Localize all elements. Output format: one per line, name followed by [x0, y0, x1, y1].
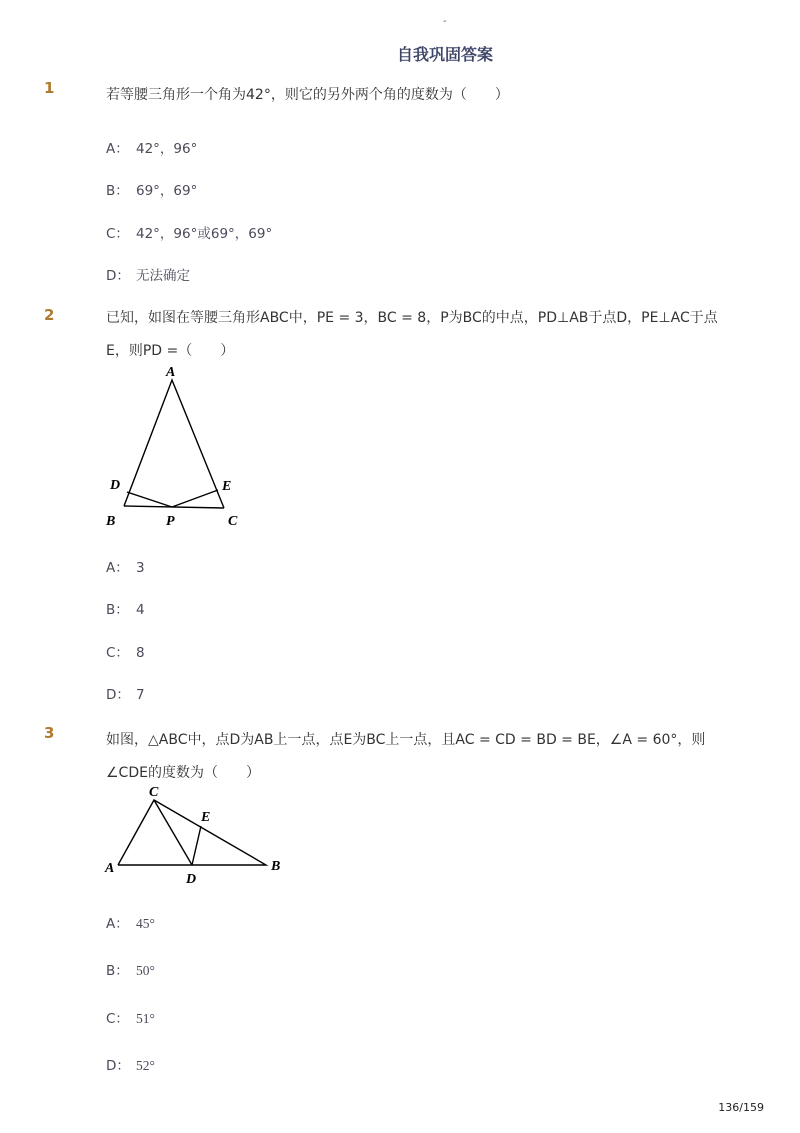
question-2-text-line2: E，则PD =（ ）: [106, 343, 235, 359]
q2-option-c[interactable]: [106, 641, 145, 661]
q2-label-p: P: [166, 514, 175, 529]
q2-label-c: C: [228, 514, 238, 529]
question-3-text-line1: 如图，△ABC中，点D为AB上一点，点E为BC上一点，且AC = CD = BD = BE，∠A = 60°，则: [106, 732, 706, 748]
option-label: B：: [106, 183, 129, 199]
option-value: 42°，96°或69°，69°: [136, 226, 273, 242]
q2-label-a: A: [166, 365, 176, 380]
option-label: C：: [106, 226, 129, 242]
q3-label-b: B: [271, 859, 281, 874]
question-number-2: 2: [44, 306, 55, 324]
question-3-text-line2: ∠CDE的度数为（ ）: [106, 765, 260, 781]
q3-triangle-abc: [118, 800, 266, 865]
option-value: 7: [136, 687, 145, 703]
option-label: C：: [106, 645, 129, 661]
question-number-1: 1: [44, 79, 55, 97]
q2-label-d: D: [110, 478, 121, 493]
page-title: 自我巩固答案: [396, 45, 493, 64]
q3-option-a[interactable]: [106, 912, 155, 932]
option-label: A：: [106, 141, 129, 157]
q3-segment-cd: [154, 800, 192, 865]
option-value: 45°: [136, 916, 155, 931]
q2-label-e: E: [222, 479, 232, 494]
option-value: 51°: [136, 1011, 155, 1026]
option-value: 3: [136, 560, 145, 576]
q3-segment-de: [192, 826, 201, 865]
q3-option-c[interactable]: [106, 1007, 155, 1027]
option-value: 50°: [136, 963, 155, 978]
q2-option-a[interactable]: [106, 556, 145, 576]
question-2-text-line1: 已知，如图在等腰三角形ABC中，PE = 3，BC = 8，P为BC的中点，PD⊥AB于点D，PE⊥AC于点: [106, 310, 718, 326]
q1-option-b[interactable]: [106, 179, 197, 199]
q2-segment-pe: [172, 490, 218, 507]
q3-triangle-figure: [100, 780, 300, 890]
option-label: D：: [106, 687, 130, 703]
q2-option-d[interactable]: [106, 683, 145, 703]
option-value: 无法确定: [136, 268, 190, 284]
q3-label-c: C: [149, 785, 159, 800]
option-label: A：: [106, 916, 129, 932]
q2-triangle-sides: [124, 380, 224, 508]
page-number: 136/159: [718, 1101, 764, 1114]
option-value: 69°，69°: [136, 183, 198, 199]
q3-label-e: E: [201, 810, 211, 825]
q3-option-d[interactable]: [106, 1054, 155, 1074]
q1-option-d[interactable]: [106, 264, 190, 284]
option-value: 42°，96°: [136, 141, 198, 157]
option-label: C：: [106, 1011, 129, 1027]
option-label: D：: [106, 1058, 130, 1074]
option-value: 8: [136, 645, 145, 661]
question-number-3: 3: [44, 724, 55, 742]
q3-label-d: D: [186, 872, 197, 887]
option-label: A：: [106, 560, 129, 576]
option-value: 4: [136, 602, 145, 618]
option-label: D：: [106, 268, 130, 284]
q3-label-a: A: [105, 861, 115, 876]
option-value: 52°: [136, 1058, 155, 1073]
q3-option-b[interactable]: [106, 959, 155, 979]
option-label: B：: [106, 602, 129, 618]
q2-option-b[interactable]: [106, 598, 145, 618]
top-mark: -: [443, 16, 447, 27]
q2-triangle-figure: [100, 362, 260, 532]
q1-option-c[interactable]: [106, 222, 272, 242]
q2-segment-pd: [127, 492, 172, 507]
q1-option-a[interactable]: [106, 137, 197, 157]
q2-label-b: B: [106, 514, 116, 529]
option-label: B：: [106, 963, 129, 979]
question-1-text: 若等腰三角形一个角为42°，则它的另外两个角的度数为（ ）: [106, 87, 509, 103]
